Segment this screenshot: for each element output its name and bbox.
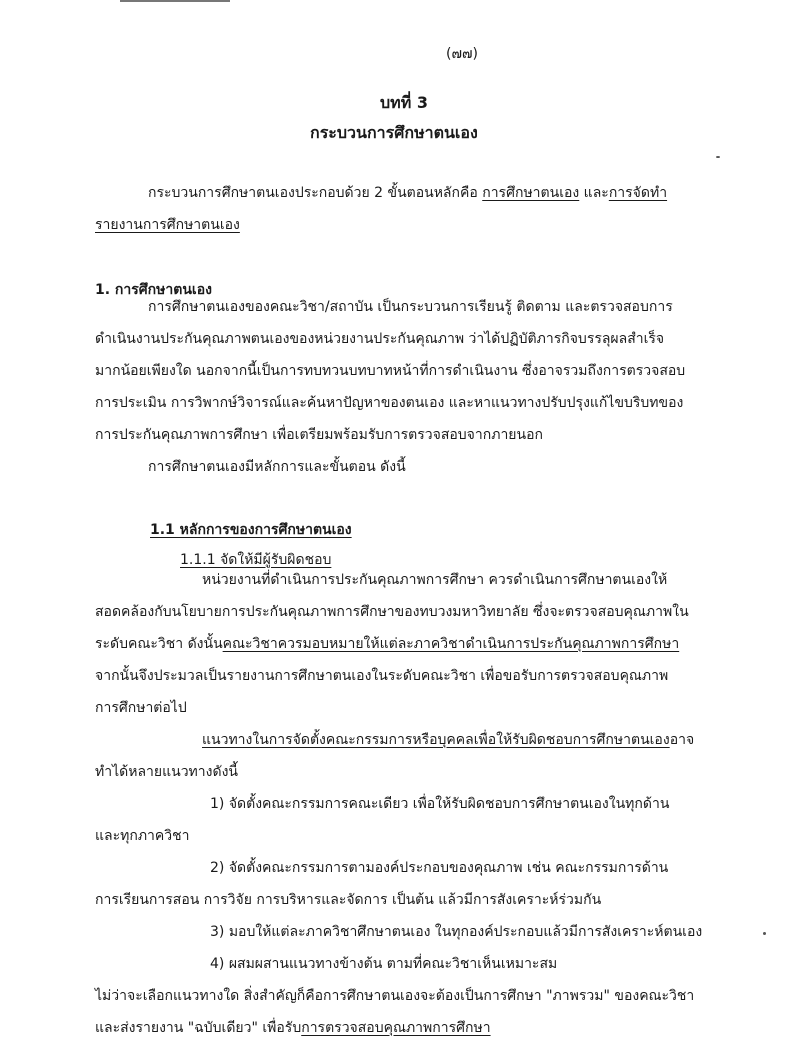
section-1-lead: การศึกษาตนเองมีหลักการและขั้นตอน ดังนี้ [148,459,406,475]
intro-conjunction: และ [579,185,609,201]
conclusion-line-2 [95,1021,491,1035]
intro-line-1 [148,186,667,200]
chapter-number: บทที่ 3 [380,93,428,112]
section-1-para-line: การศึกษาตนเองของคณะวิชา/สถาบัน เป็นกระบวนการเรียนรู้ ติดตาม และตรวจสอบการ [148,299,673,315]
page-number: (๗๗) [446,46,478,62]
scan-edge-mark [120,0,230,2]
section-1-para-line: ดำเนินงานประกันคุณภาพตนเองของหน่วยงานประกันคุณภาพ ว่าได้ปฏิบัติภารกิจบรรลุผลสำเร็จ [95,331,665,347]
section-1-para-line: การประเมิน การวิพากษ์วิจารณ์และค้นหาปัญหาของตนเอง และหาแนวทางปรับปรุงแก้ไขบริบทของ [95,395,684,411]
section-1-heading: 1. การศึกษาตนเอง [95,282,212,298]
guideline-line-2: ทำได้หลายแนวทางดังนี้ [95,764,238,780]
guideline-line-1 [202,733,694,747]
body-line [95,637,679,651]
option-1: 1) จัดตั้งคณะกรรมการคณะเดียว เพื่อให้รับผิดชอบการศึกษาตนเองในทุกด้าน [210,796,670,812]
guideline-heading-tail: อาจ [669,732,695,748]
scan-speck [716,156,720,158]
section-1-para-line: มากน้อยเพียงใด นอกจากนี้เป็นการทบทวนบทบาทหน้าที่การดำเนินงาน ซึ่งอาจรวมถึงการตรวจสอบ [95,363,686,379]
intro-term-self-study: การศึกษาตนเอง [482,185,580,201]
option-2-continued: การเรียนการสอน การวิจัย การบริหารและจัดการ เป็นต้น แล้วมีการสังเคราะห์ร่วมกัน [95,892,602,908]
intro-term-report: การจัดทำ [608,185,668,201]
body-line: หน่วยงานที่ดำเนินการประกันคุณภาพการศึกษา ควรดำเนินการศึกษาตนเองให้ [202,572,668,588]
body-text: ระดับคณะวิชา ดังนั้น [95,636,223,652]
guideline-heading: แนวทางในการจัดตั้งคณะกรรมการหรือบุคคลเพื่อให้รับผิดชอบการศึกษาตนเอง [202,732,670,748]
section-1-para-line: การประกันคุณภาพการศึกษา เพื่อเตรียมพร้อมรับการตรวจสอบจากภายนอก [95,427,543,443]
underlined-phrase: คณะวิชาควรมอบหมายให้แต่ละภาควิชาดำเนินการประกันคุณภาพการศึกษา [222,636,680,652]
scan-speck [763,932,766,935]
chapter-title: กระบวนการศึกษาตนเอง [310,123,478,142]
intro-line-2: รายงานการศึกษาตนเอง [95,217,240,233]
body-line: สอดคล้องกับนโยบายการประกันคุณภาพการศึกษาของทบวงมหาวิทยาลัย ซึ่งจะตรวจสอบคุณภาพใน [95,604,689,620]
body-line: การศึกษาต่อไป [95,700,187,716]
option-1-continued: และทุกภาควิชา [95,828,190,844]
section-1-1-heading: 1.1 หลักการของการศึกษาตนเอง [150,522,352,538]
body-line: จากนั้นจึงประมวลเป็นรายงานการศึกษาตนเองในระดับคณะวิชา เพื่อขอรับการตรวจสอบคุณภาพ [95,668,669,684]
conclusion-underlined: การตรวจสอบคุณภาพการศึกษา [301,1020,491,1036]
option-3: 3) มอบให้แต่ละภาควิชาศึกษาตนเอง ในทุกองค์ประกอบแล้วมีการสังเคราะห์ตนเอง [210,924,703,940]
section-1-1-1-heading: 1.1.1 จัดให้มีผู้รับผิดชอบ [180,552,332,568]
conclusion-line-1: ไม่ว่าจะเลือกแนวทางใด สิ่งสำคัญก็คือการศึกษาตนเองจะต้องเป็นการศึกษา "ภาพรวม" ของคณะวิชา [95,988,695,1004]
intro-text: กระบวนการศึกษาตนเองประกอบด้วย 2 ขั้นตอนหลักคือ [148,185,483,201]
option-4: 4) ผสมผสานแนวทางข้างต้น ตามที่คณะวิชาเห็นเหมาะสม [210,956,558,972]
option-2: 2) จัดตั้งคณะกรรมการตามองค์ประกอบของคุณภาพ เช่น คณะกรรมการด้าน [210,860,669,876]
conclusion-text: และส่งรายงาน "ฉบับเดียว" เพื่อรับ [95,1020,302,1036]
